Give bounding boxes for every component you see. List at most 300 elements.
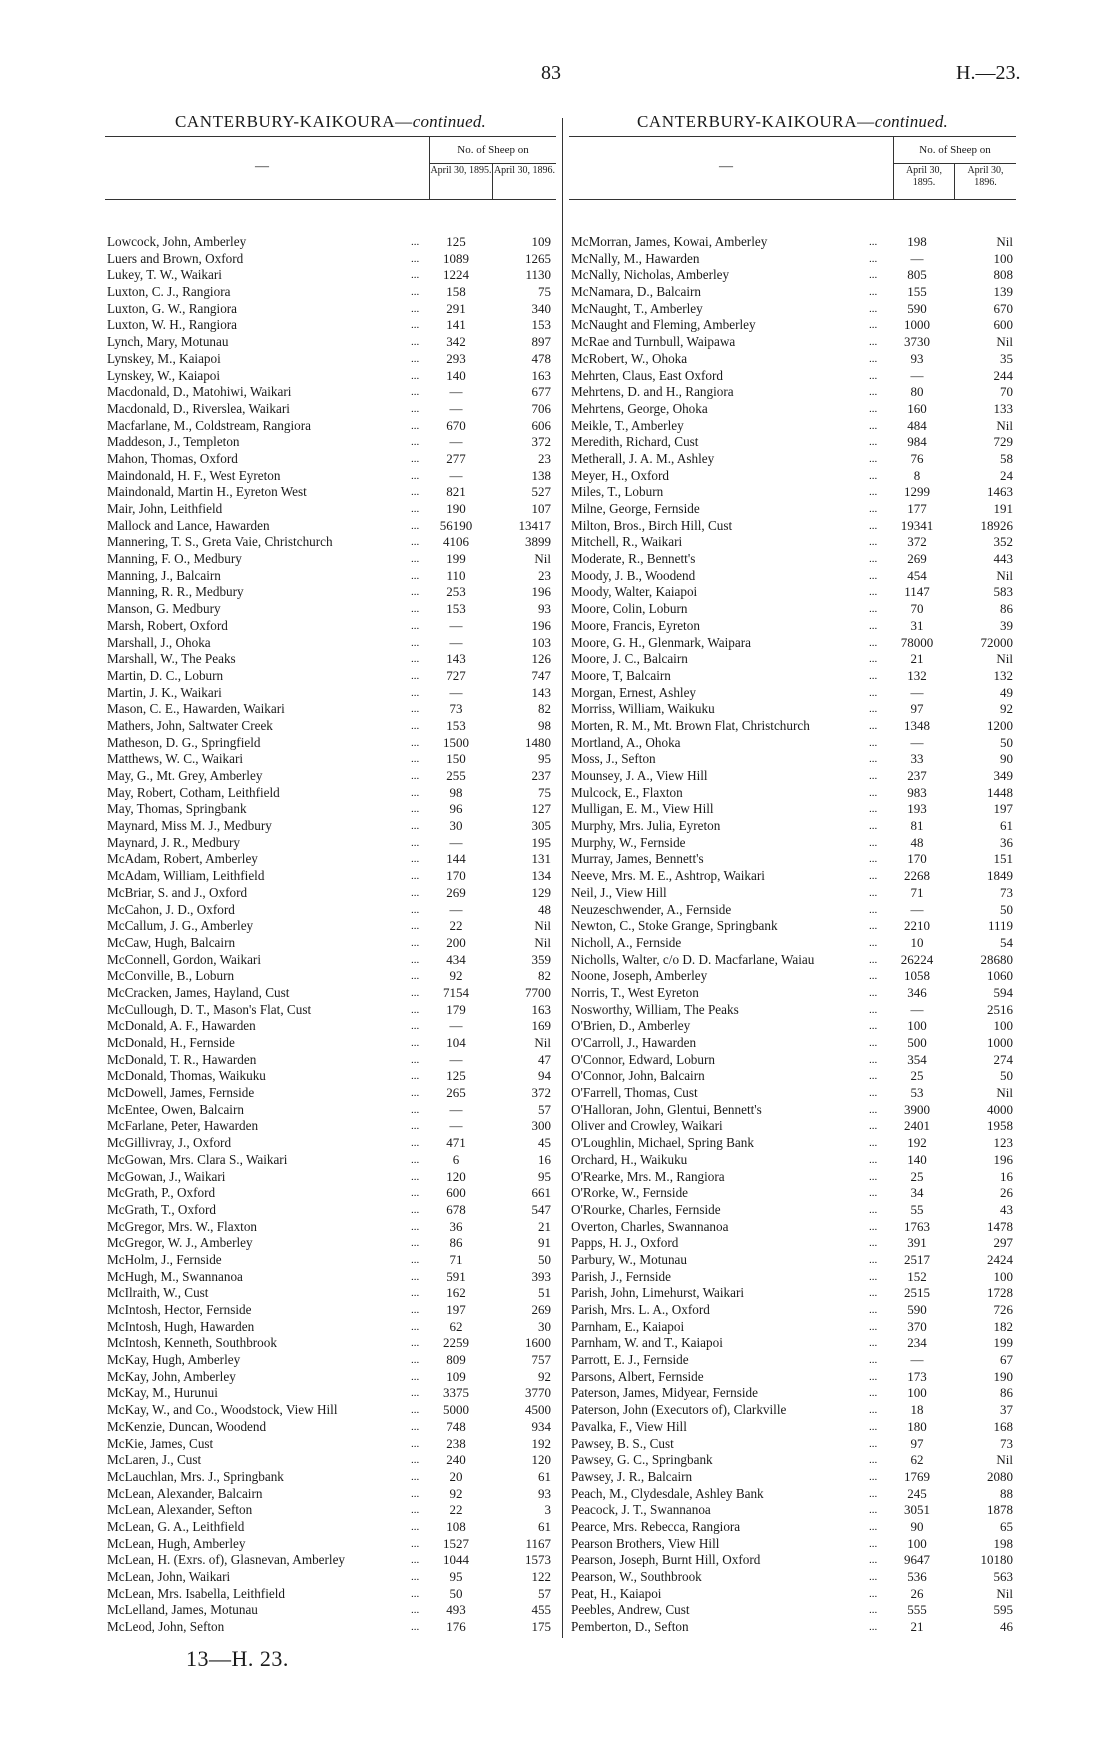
- owner-name: Oliver and Crowley, Waikari: [571, 1118, 723, 1134]
- owner-name: Moore, Colin, Loburn: [571, 601, 688, 617]
- owner-name: Mathers, John, Saltwater Creek: [107, 717, 273, 733]
- table-row: [569, 1102, 1016, 1119]
- sheep-1896: 305: [531, 818, 551, 834]
- owner-name: O'Farrell, Thomas, Cust: [571, 1085, 698, 1101]
- owner-name: O'Loughlin, Michael, Spring Bank: [571, 1135, 754, 1151]
- table-row: [569, 1085, 1016, 1102]
- sheep-1895: 162: [446, 1285, 466, 1301]
- sheep-1896: 51: [538, 1285, 551, 1301]
- sheep-1896: 527: [531, 484, 551, 500]
- table-row: [569, 835, 1016, 852]
- sheep-1895: 1058: [904, 968, 930, 984]
- leader-dots: ...: [411, 619, 420, 632]
- owner-name: Martin, D. C., Loburn: [107, 667, 224, 683]
- sheep-1895: 3900: [904, 1101, 930, 1117]
- sheep-1895: —: [449, 400, 463, 416]
- table-row: [105, 1219, 556, 1236]
- sheep-1896: 1600: [525, 1335, 551, 1351]
- owner-name: Maddeson, J., Templeton: [107, 434, 240, 450]
- sheep-1895: 56190: [439, 517, 473, 533]
- table-row: [569, 985, 1016, 1002]
- owner-name: McMorran, James, Kowai, Amberley: [571, 234, 768, 249]
- left-column-title: CANTERBURY-KAIKOURA—continued.: [174, 112, 487, 131]
- sheep-1895: 8: [913, 467, 921, 483]
- leader-dots: ...: [411, 1420, 420, 1433]
- sheep-1895: 291: [446, 300, 466, 316]
- sheep-1896: 86: [1000, 1385, 1013, 1401]
- sheep-1896: 92: [1000, 701, 1013, 717]
- table-row: [105, 267, 556, 284]
- owner-name: McLean, Mrs. Isabella, Leithfield: [107, 1585, 285, 1601]
- owner-name: Orchard, H., Waikuku: [571, 1151, 688, 1167]
- leader-dots: ...: [411, 953, 420, 966]
- sheep-1895: 109: [446, 1368, 466, 1384]
- right-column-title: CANTERBURY-KAIKOURA—continued.: [636, 112, 949, 131]
- owner-name: McBriar, S. and J., Oxford: [107, 884, 248, 900]
- sheep-1896: 70: [1000, 384, 1013, 400]
- owner-name: Moore, J. C., Balcairn: [571, 651, 688, 667]
- leader-dots: ...: [411, 970, 420, 983]
- leader-dots: ...: [869, 719, 878, 732]
- table-row: [569, 935, 1016, 952]
- sheep-1895: —: [910, 1001, 924, 1017]
- table-row: [569, 1185, 1016, 1202]
- table-row: [105, 651, 556, 668]
- table-row: [569, 1285, 1016, 1302]
- sheep-1896: 269: [531, 1302, 551, 1317]
- sheep-1896: 1573: [525, 1552, 551, 1568]
- owner-name: McKenzie, Duncan, Woodend: [107, 1418, 267, 1434]
- owner-name: McLelland, James, Motunau: [107, 1602, 258, 1618]
- table-row: [105, 1035, 556, 1052]
- table-row: [569, 568, 1016, 585]
- owner-name: Murphy, W., Fernside: [571, 834, 686, 850]
- leader-dots: ...: [869, 936, 878, 949]
- sheep-1896: Nil: [534, 1035, 551, 1050]
- leader-dots: ...: [869, 1604, 878, 1617]
- owner-name: McNally, M., Hawarden: [571, 250, 700, 266]
- owner-name: McDonald, T. R., Hawarden: [107, 1051, 257, 1067]
- leader-dots: ...: [411, 1270, 420, 1283]
- sheep-1895: 100: [907, 1535, 927, 1551]
- sheep-1895: 269: [907, 551, 927, 567]
- owner-name: McNally, Nicholas, Amberley: [571, 267, 730, 283]
- leader-dots: ...: [869, 302, 878, 315]
- sheep-1895: 471: [446, 1135, 466, 1151]
- table-row: [569, 1335, 1016, 1352]
- sheep-1895: 22: [449, 1502, 463, 1518]
- leader-dots: ...: [869, 1470, 878, 1483]
- sheep-1896: Nil: [996, 417, 1013, 433]
- sheep-1895: 727: [446, 667, 466, 683]
- sheep-1895: 98: [449, 784, 463, 800]
- table-row: [105, 1369, 556, 1386]
- sheep-1895: —: [449, 901, 463, 917]
- right-table-body: [569, 234, 1016, 1636]
- leader-dots: ...: [869, 419, 878, 432]
- sheep-1895: 7154: [443, 984, 469, 1000]
- sheep-1896: 3770: [525, 1385, 551, 1401]
- table-row: [105, 751, 556, 768]
- sheep-1895: 76: [910, 450, 924, 466]
- sheep-1896: 747: [531, 667, 551, 683]
- sheep-1896: 134: [531, 868, 551, 884]
- owner-name: Mahon, Thomas, Oxford: [107, 450, 238, 466]
- sheep-1895: 198: [907, 234, 927, 249]
- table-row: [569, 1219, 1016, 1236]
- leader-dots: ...: [869, 920, 878, 933]
- sheep-1895: 31: [910, 617, 924, 633]
- leader-dots: ...: [869, 886, 878, 899]
- owner-name: McNaught and Fleming, Amberley: [571, 317, 756, 333]
- sheep-1896: 93: [538, 1485, 551, 1501]
- owner-name: Meredith, Richard, Cust: [571, 434, 699, 450]
- leader-dots: ...: [411, 486, 420, 499]
- sheep-1895: —: [449, 1051, 463, 1067]
- table-row: [569, 284, 1016, 301]
- sheep-1896: Nil: [996, 567, 1013, 583]
- sheep-1895: 81: [910, 818, 924, 834]
- owner-name: McIntosh, Hugh, Hawarden: [107, 1318, 255, 1334]
- owner-name: Matthews, W. C., Waikari: [107, 751, 244, 767]
- leader-dots: ...: [869, 1020, 878, 1033]
- leader-dots: ...: [411, 1103, 420, 1116]
- leader-dots: ...: [411, 553, 420, 566]
- sheep-1896: 191: [993, 501, 1013, 516]
- table-row: [105, 484, 556, 501]
- owner-name: McLean, H. (Exrs. of), Glasnevan, Amberley: [107, 1552, 346, 1568]
- table-row: [105, 451, 556, 468]
- table-row: [569, 618, 1016, 635]
- table-row: [105, 351, 556, 368]
- sheep-1895: 199: [446, 551, 466, 567]
- table-row: [105, 1169, 556, 1186]
- table-row: [569, 451, 1016, 468]
- table-row: [569, 1052, 1016, 1069]
- leader-dots: ...: [411, 1470, 420, 1483]
- table-row: [105, 501, 556, 518]
- sheep-1896: 61: [538, 1468, 551, 1484]
- sheep-1895: —: [910, 367, 924, 383]
- owner-name: Mitchell, R., Waikari: [571, 534, 683, 550]
- leader-dots: ...: [411, 1487, 420, 1500]
- leader-dots: ...: [869, 669, 878, 682]
- owner-name: Murphy, Mrs. Julia, Eyreton: [571, 818, 721, 834]
- sheep-1895: 193: [907, 801, 927, 817]
- leader-dots: ...: [869, 536, 878, 549]
- sheep-1896: 706: [531, 400, 551, 416]
- leader-dots: ...: [869, 1354, 878, 1367]
- table-row: [569, 1035, 1016, 1052]
- owner-name: Meikle, T., Amberley: [571, 417, 684, 433]
- leader-dots: ...: [411, 1070, 420, 1083]
- sheep-1895: 144: [446, 851, 466, 867]
- owner-name: Pearson, W., Southbrook: [571, 1569, 702, 1584]
- leader-dots: ...: [411, 636, 420, 649]
- sheep-1895: 176: [446, 1619, 466, 1635]
- sheep-1896: 237: [531, 768, 551, 783]
- leader-dots: ...: [869, 1370, 878, 1383]
- sheep-1896: 39: [1000, 617, 1013, 633]
- table-row: [569, 1602, 1016, 1619]
- sheep-1895: 53: [910, 1085, 924, 1101]
- sheep-1895: 591: [446, 1268, 466, 1284]
- owner-name: McCaw, Hugh, Balcairn: [107, 934, 236, 950]
- leader-dots: ...: [411, 319, 420, 332]
- sheep-1896: 197: [993, 801, 1013, 817]
- sheep-1895: 108: [446, 1518, 466, 1534]
- sheep-1896: 163: [531, 367, 551, 383]
- leader-dots: ...: [869, 1504, 878, 1517]
- sheep-1895: 26: [910, 1585, 924, 1601]
- table-row: [105, 1419, 556, 1436]
- sheep-1895: 19341: [900, 517, 934, 533]
- sheep-1896: 67: [1000, 1352, 1013, 1368]
- owner-name: Nicholl, A., Fernside: [571, 934, 682, 950]
- right-column: [569, 108, 1016, 1636]
- leader-dots: ...: [869, 1253, 878, 1266]
- owner-name: Mounsey, J. A., View Hill: [571, 768, 708, 783]
- table-row: [569, 1619, 1016, 1636]
- owner-name: Lynskey, W., Kaiapoi: [107, 367, 221, 383]
- sheep-1895: 240: [446, 1452, 466, 1468]
- owner-name: McLean, G. A., Leithfield: [107, 1518, 245, 1534]
- table-row: [105, 1619, 556, 1636]
- sheep-1896: 95: [538, 751, 551, 767]
- leader-dots: ...: [869, 486, 878, 499]
- owner-name: Morriss, William, Waikuku: [571, 701, 715, 717]
- sheep-1896: 72000: [980, 634, 1013, 650]
- table-row: [569, 968, 1016, 985]
- owner-name: Lynch, Mary, Motunau: [107, 334, 229, 350]
- sheep-1895: 173: [907, 1368, 927, 1384]
- sheep-1895: 26224: [900, 951, 934, 967]
- sheep-1895: 821: [446, 484, 466, 500]
- sheep-1896: 50: [538, 1251, 551, 1267]
- sheep-1896: 455: [531, 1602, 551, 1618]
- sheep-1895: 5000: [443, 1402, 469, 1418]
- table-row: [105, 251, 556, 268]
- owner-name: Macdonald, D., Riverslea, Waikari: [107, 400, 290, 416]
- owner-name: Pavalka, F., View Hill: [571, 1418, 687, 1434]
- sheep-1895: —: [449, 384, 463, 400]
- leader-dots: ...: [869, 1003, 878, 1016]
- sheep-1896: 934: [531, 1418, 551, 1434]
- leader-dots: ...: [411, 369, 420, 382]
- owner-name: Mair, John, Leithfield: [107, 501, 223, 516]
- table-row: [105, 1402, 556, 1419]
- table-row: [569, 751, 1016, 768]
- leader-dots: ...: [411, 252, 420, 265]
- owner-name: McKay, W., and Co., Woodstock, View Hill: [107, 1402, 338, 1418]
- leader-dots: ...: [869, 736, 878, 749]
- owner-name: O'Connor, John, Balcairn: [571, 1068, 705, 1084]
- sheep-1895: 30: [449, 818, 463, 834]
- leader-dots: ...: [869, 1304, 878, 1316]
- leader-dots: ...: [411, 569, 420, 582]
- page-signature: 13—H. 23.: [186, 1646, 289, 1671]
- sheep-1896: 132: [993, 667, 1013, 683]
- leader-dots: ...: [869, 1587, 878, 1600]
- leader-dots: ...: [411, 1571, 420, 1583]
- sheep-1895: —: [449, 467, 463, 483]
- sheep-1896: 37: [1000, 1402, 1013, 1418]
- leader-dots: ...: [411, 1387, 420, 1400]
- table-row: [105, 835, 556, 852]
- owner-name: Miles, T., Loburn: [571, 484, 664, 500]
- sheep-1896: 4000: [987, 1101, 1013, 1117]
- table-row: [569, 1152, 1016, 1169]
- owner-name: McLaren, J., Cust: [107, 1452, 202, 1468]
- owner-name: Mulligan, E. M., View Hill: [571, 801, 714, 817]
- owner-name: Parnham, W. and T., Kaiapoi: [571, 1335, 723, 1351]
- sheep-1895: 678: [446, 1201, 466, 1217]
- owner-name: Martin, J. K., Waikari: [107, 684, 222, 700]
- table-row: [569, 918, 1016, 935]
- leader-dots: ...: [869, 870, 878, 883]
- sheep-1895: 2210: [904, 918, 930, 934]
- leader-dots: ...: [869, 1220, 878, 1233]
- table-row: [569, 501, 1016, 518]
- table-row: [105, 568, 556, 585]
- leader-dots: ...: [869, 753, 878, 766]
- sheep-1896: 897: [531, 334, 551, 350]
- leader-dots: ...: [869, 1270, 878, 1283]
- leader-dots: ...: [869, 252, 878, 265]
- table-row: [569, 551, 1016, 568]
- owner-name: Maynard, J. R., Medbury: [107, 834, 240, 850]
- sheep-1896: 195: [531, 834, 551, 850]
- table-row: [105, 1586, 556, 1603]
- sheep-1896: 100: [993, 1018, 1013, 1034]
- table-row: [105, 1052, 556, 1069]
- leader-dots: ...: [869, 503, 878, 515]
- table-row: [105, 952, 556, 969]
- sheep-1895: 1299: [904, 484, 930, 500]
- sheep-1895: 253: [446, 584, 466, 600]
- owner-name: Parbury, W., Motunau: [571, 1251, 687, 1267]
- table-row: [569, 701, 1016, 718]
- leader-dots: ...: [411, 586, 420, 599]
- leader-dots: ...: [869, 569, 878, 582]
- leader-dots: ...: [869, 319, 878, 332]
- sheep-1896: 583: [993, 584, 1013, 600]
- leader-dots: ...: [411, 1053, 420, 1066]
- sheep-1896: 443: [993, 551, 1013, 567]
- sheep-1895: 90: [910, 1518, 924, 1534]
- leader-dots: ...: [411, 1153, 420, 1166]
- owner-name: Murray, James, Bennett's: [571, 851, 704, 867]
- leader-dots: ...: [411, 1604, 420, 1617]
- owner-name: McGrath, T., Oxford: [107, 1201, 217, 1217]
- sheep-1896: 57: [538, 1585, 551, 1601]
- leader-dots: ...: [411, 1170, 420, 1183]
- leader-dots: ...: [411, 1537, 420, 1550]
- owner-name: McLeod, John, Sefton: [107, 1619, 225, 1635]
- sheep-1896: 61: [538, 1518, 551, 1534]
- table-row: [105, 1335, 556, 1352]
- leader-dots: ...: [411, 836, 420, 849]
- sheep-1895: 21: [910, 1619, 924, 1635]
- table-row: [105, 1385, 556, 1402]
- sheep-1896: Nil: [996, 1585, 1013, 1601]
- owner-name: McAdam, Robert, Amberley: [107, 851, 258, 867]
- sheep-1895: 3375: [443, 1385, 469, 1401]
- leader-dots: ...: [411, 1437, 420, 1450]
- owner-name: Newton, C., Stoke Grange, Springbank: [571, 918, 778, 934]
- sheep-1896: 300: [531, 1118, 551, 1134]
- sheep-1896: 1878: [987, 1502, 1013, 1518]
- owner-name: Mannering, T. S., Greta Vaie, Christchurch: [107, 534, 333, 550]
- leader-dots: ...: [411, 1554, 420, 1567]
- table-row: [569, 351, 1016, 368]
- leader-dots: ...: [411, 936, 420, 949]
- owner-name: McGregor, Mrs. W., Flaxton: [107, 1218, 258, 1234]
- table-row: [569, 885, 1016, 902]
- sheep-1896: 73: [1000, 884, 1013, 900]
- owner-name: O'Rourke, Charles, Fernside: [571, 1201, 721, 1217]
- owner-name: McKie, James, Cust: [107, 1435, 214, 1451]
- sheep-1895: —: [910, 1352, 924, 1368]
- table-row: [569, 1352, 1016, 1369]
- table-row: [105, 785, 556, 802]
- sheep-1896: 595: [993, 1602, 1013, 1618]
- sheep-1896: 16: [538, 1151, 551, 1167]
- table-row: [105, 868, 556, 885]
- leader-dots: ...: [869, 1070, 878, 1083]
- leader-dots: ...: [411, 519, 420, 532]
- leader-dots: ...: [411, 1370, 420, 1383]
- leader-dots: ...: [869, 452, 878, 465]
- table-row: [569, 234, 1016, 251]
- sheep-1895: 95: [449, 1569, 463, 1584]
- table-row: [569, 1169, 1016, 1186]
- sheep-1896: Nil: [996, 651, 1013, 667]
- sheep-1895: 2515: [904, 1285, 930, 1301]
- sheep-1896: 198: [993, 1535, 1013, 1551]
- date-1895-header: April 30, 1895.: [430, 165, 492, 176]
- owner-name: Lukey, T. W., Waikari: [107, 267, 222, 283]
- table-row: [105, 1302, 556, 1319]
- table-row: [569, 534, 1016, 551]
- owner-name: McKay, Hugh, Amberley: [107, 1352, 241, 1368]
- sheep-1895: 3730: [904, 334, 930, 350]
- table-row: [569, 1369, 1016, 1386]
- table-row: [569, 1319, 1016, 1336]
- table-row: [569, 818, 1016, 835]
- table-row: [569, 1586, 1016, 1603]
- sheep-1896: 1478: [987, 1218, 1013, 1234]
- owner-name: Mehrten, Claus, East Oxford: [571, 367, 723, 383]
- leader-dots: ...: [869, 970, 878, 983]
- leader-dots: ...: [869, 1571, 878, 1583]
- sheep-1895: 500: [907, 1035, 927, 1050]
- name-column-header: —: [719, 159, 733, 174]
- sheep-1895: 1089: [443, 250, 469, 266]
- leader-dots: ...: [869, 1237, 878, 1250]
- owner-name: Nicholls, Walter, c/o D. D. Macfarlane, Waiau: [571, 951, 815, 967]
- sheep-1896: 600: [993, 317, 1013, 333]
- leader-dots: ...: [411, 336, 420, 349]
- leader-dots: ...: [411, 1587, 420, 1600]
- sheep-1895: —: [449, 834, 463, 850]
- sheep-1895: 805: [907, 267, 927, 283]
- sheep-1895: 55: [910, 1201, 924, 1217]
- table-row: [105, 1319, 556, 1336]
- table-row: [105, 301, 556, 318]
- leader-dots: ...: [869, 586, 878, 599]
- owner-name: Neil, J., View Hill: [571, 884, 667, 900]
